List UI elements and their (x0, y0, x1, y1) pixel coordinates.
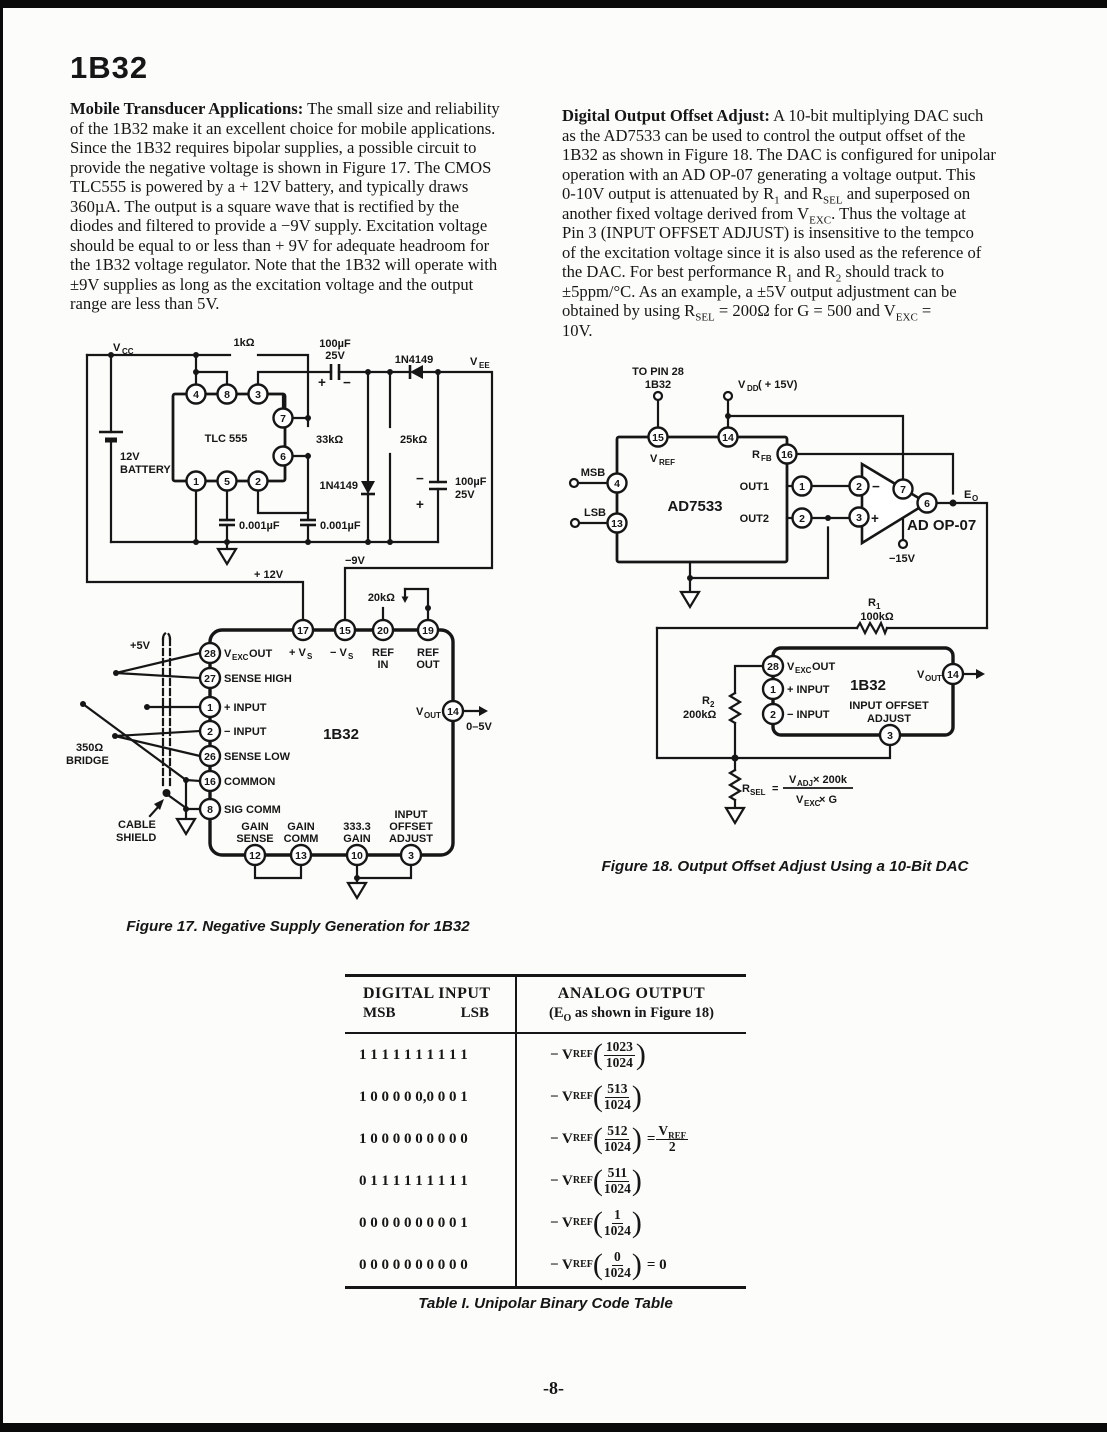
vee-label: V (470, 356, 478, 368)
svg-text:EXC: EXC (795, 666, 812, 675)
ref-out-label: REF (417, 647, 439, 659)
page-number: -8- (543, 1378, 564, 1398)
svg-text:OUT: OUT (925, 674, 942, 683)
diode-top-label: 1N4149 (394, 354, 434, 366)
vexc-out-label: V (224, 648, 232, 660)
svg-text:1: 1 (799, 481, 805, 493)
vexc-out-label: V (787, 661, 795, 673)
svg-text:2: 2 (770, 709, 776, 721)
svg-text:× 200k: × 200k (813, 774, 847, 786)
svg-text:20: 20 (377, 625, 389, 637)
svg-text:8: 8 (207, 804, 213, 816)
digital-input-value: 0 0 0 0 0 0 0 0 0 1 (345, 1202, 517, 1244)
junction-dots (80, 352, 441, 881)
sense-low-label: SENSE LOW (224, 751, 291, 763)
vout-label: V (416, 706, 424, 718)
formula-denominator: V (796, 794, 804, 806)
svg-text:OUT: OUT (424, 711, 441, 720)
vs-minus-label: − V (330, 647, 347, 659)
analog-output-value: − V REF ( $\frac{1023}{1024}$ ) (550, 1038, 646, 1071)
eo-label: E (964, 489, 972, 501)
diode-1n4149-bottom (361, 481, 375, 494)
vout-label: V (917, 669, 925, 681)
svg-text:OUT: OUT (812, 661, 836, 673)
cap-100uf-right (429, 482, 447, 489)
ad7533-label: AD7533 (667, 498, 723, 515)
battery-symbol (99, 432, 123, 440)
svg-text:SENSE: SENSE (236, 833, 274, 845)
plus-input-label: + INPUT (224, 702, 267, 714)
common-label: COMMON (224, 776, 276, 788)
sense-high-label: SENSE HIGH (224, 673, 292, 685)
r-25k-label: 25kΩ (400, 434, 428, 446)
minus-input-label: − INPUT (224, 726, 267, 738)
cap-001uf-left (219, 520, 235, 525)
svg-text:ADJUST: ADJUST (866, 713, 912, 725)
pot-20k-label: 20kΩ (367, 592, 395, 604)
svg-text:DD: DD (747, 384, 759, 393)
lsb-header: LSB (460, 1005, 489, 1021)
vout-arrow-icon (976, 669, 985, 679)
figure-17-schematic (58, 337, 528, 937)
svg-text:1: 1 (876, 602, 881, 611)
svg-text:OFFSET: OFFSET (389, 821, 433, 833)
table-row (345, 1118, 746, 1160)
svg-text:( + 15V): ( + 15V) (758, 379, 798, 391)
svg-text:+: + (416, 497, 424, 512)
svg-text:−: − (343, 375, 351, 390)
pot-wiper-arrow-icon (402, 597, 409, 604)
svg-text:ADJ: ADJ (797, 779, 814, 788)
out1-label: OUT1 (739, 481, 769, 493)
svg-text:200kΩ: 200kΩ (683, 709, 717, 721)
ground-icon (726, 808, 744, 823)
digital-input-value: 0 1 1 1 1 1 1 1 1 1 (345, 1160, 517, 1202)
svg-text:+: + (318, 375, 326, 390)
svg-text:7: 7 (900, 484, 906, 496)
msb-header: MSB (363, 1005, 396, 1021)
table-header (345, 977, 746, 1034)
svg-text:ADJUST: ADJUST (388, 833, 434, 845)
svg-text:CC: CC (122, 347, 134, 356)
table-row (345, 1244, 746, 1286)
svg-text:14: 14 (947, 669, 959, 681)
svg-text:1: 1 (193, 476, 199, 488)
svg-text:2: 2 (799, 513, 805, 525)
gain-sense-label: GAIN (241, 821, 269, 833)
svg-text:26: 26 (204, 751, 216, 763)
plus-input-label: + INPUT (787, 684, 830, 696)
minus-input-label: − INPUT (787, 709, 830, 721)
svg-text:OUT: OUT (416, 659, 440, 671)
out2-label: OUT2 (739, 513, 769, 525)
svg-text:19: 19 (422, 625, 434, 637)
plus5v-label: +5V (130, 640, 150, 652)
vs-plus-label: + V (289, 647, 306, 659)
svg-text:14: 14 (447, 706, 459, 718)
digital-input-value: 1 0 0 0 0 0 0 0 0 0 (345, 1118, 517, 1160)
svg-text:2: 2 (710, 700, 715, 709)
svg-text:BRIDGE: BRIDGE (66, 755, 109, 767)
input-offset-label: INPUT OFFSET (849, 700, 929, 712)
figure17-caption: Figure 17. Negative Supply Generation for 1B32 (126, 918, 470, 935)
svg-text:IN: IN (377, 659, 389, 671)
svg-text:27: 27 (204, 673, 216, 685)
table-row (345, 1202, 746, 1244)
battery-label: 12V (120, 451, 140, 463)
svg-text:SHIELD: SHIELD (116, 832, 157, 844)
svg-text:8: 8 (224, 389, 230, 401)
input-offset-adjust-label: INPUT (394, 809, 428, 821)
pos12v-label: + 12V (254, 569, 284, 581)
svg-text:4: 4 (614, 478, 620, 490)
paragraph-digital-offset: Digital Output Offset Adjust: A 10-bit multiplying DAC such as the AD7533 can be used to control the output offset of the 1B32 as shown in Figure 18. The DAC is configured for unipolar operation with an AD OP-07 generating a voltage output. This 0-10V output is attenuated by $R_1$ and $R_{SEL}$ and superposed on another fixed voltage derived from $V_{EXC}$. Thus the voltage at Pin 3 (INPUT OFFSET ADJUST) is insensitive to the tempco of the excitation voltage since it is also used as the reference of the DAC. For best performance $R_1$ and $R_2$ should track to ±5ppm/°C. As an example, a ±5V output adjustment can be obtained by using $R_{SEL} = 200\Omega$ for G = 500 and $V_{EXC}$ = 10V. (562, 106, 996, 340)
svg-text:28: 28 (204, 648, 216, 660)
gain-comm-label: GAIN (287, 821, 315, 833)
svg-text:100kΩ: 100kΩ (860, 611, 894, 623)
adop07-label: AD OP-07 (907, 517, 977, 534)
analog-output-subheader: ($E_O$ as shown in Figure 18) (548, 1005, 715, 1024)
r-1k-label: 1kΩ (233, 337, 255, 349)
svg-text:OUT: OUT (249, 648, 273, 660)
svg-text:1B32: 1B32 (644, 379, 672, 391)
table-row (345, 1034, 746, 1076)
table-row (345, 1160, 746, 1202)
r2-label: R (702, 695, 710, 707)
svg-text:14: 14 (722, 432, 734, 444)
cap-001-left-label: 0.001µF (239, 520, 280, 532)
lsb-label: LSB (584, 507, 606, 519)
chip-1b32-label: 1B32 (323, 726, 359, 743)
range-label: 0–5V (466, 721, 492, 733)
to-pin28-label: TO PIN 28 (632, 366, 684, 378)
cable-shield-terminal (163, 789, 171, 797)
ground-icon (348, 883, 366, 898)
digital-input-header: DIGITAL INPUT (363, 985, 491, 1002)
svg-text:S: S (307, 652, 313, 661)
digital-input-value: 0 0 0 0 0 0 0 0 0 0 (345, 1244, 517, 1286)
scan-edge-bottom (0, 1423, 1107, 1432)
ground-icon (218, 549, 236, 564)
scan-edge-top (0, 0, 1107, 8)
svg-text:6: 6 (924, 498, 930, 510)
svg-text:O: O (972, 494, 979, 503)
svg-text:25V: 25V (325, 350, 345, 362)
figure18-caption: Figure 18. Output Offset Adjust Using a 10-Bit DAC (601, 858, 969, 875)
neg9v-label: −9V (345, 555, 365, 567)
vref-label: V (650, 453, 658, 465)
ground-icon (681, 592, 699, 607)
svg-text:−: − (416, 471, 424, 486)
svg-text:EXC: EXC (232, 653, 249, 662)
vcc-label: V (113, 342, 121, 354)
table-caption: Table I. Unipolar Binary Code Table (418, 1295, 673, 1312)
svg-text:BATTERY: BATTERY (120, 464, 171, 476)
scan-edge-left (0, 0, 3, 1432)
svg-text:3: 3 (856, 512, 862, 524)
analog-output-value: − V REF ( $\frac{513}{1024}$ ) (550, 1080, 642, 1113)
cap-100uf-top (331, 364, 339, 380)
r1-label: R (868, 597, 876, 609)
diode-bottom-label: 1N4149 (319, 480, 358, 492)
digital-input-value: 1 1 1 1 1 1 1 1 1 1 (345, 1034, 517, 1076)
svg-text:2: 2 (255, 476, 261, 488)
svg-text:15: 15 (652, 432, 664, 444)
svg-text:1: 1 (770, 684, 776, 696)
svg-text:13: 13 (611, 518, 623, 530)
svg-text:EXC: EXC (804, 799, 821, 808)
analog-output-value: − V REF ( $\frac{511}{1024}$ ) (550, 1164, 642, 1197)
svg-text:16: 16 (204, 776, 216, 788)
unipolar-binary-code-table (345, 974, 746, 1289)
svg-text:3: 3 (408, 850, 414, 862)
cap-001-right-label: 0.001µF (320, 520, 361, 532)
svg-text:13: 13 (295, 850, 307, 862)
svg-text:5: 5 (224, 476, 230, 488)
svg-text:EE: EE (479, 361, 490, 370)
chip-1b32-label: 1B32 (850, 677, 886, 694)
gain-333-label: 333.3 (343, 821, 371, 833)
rsel-label: R (742, 783, 750, 795)
diode-1n4149-top (410, 365, 423, 379)
svg-text:1: 1 (207, 702, 213, 714)
paragraph-mobile-transducer: Mobile Transducer Applications: The small size and reliability of the 1B32 make it an excellent choice for mobile applications. Since the 1B32 requires bipolar supplies, a possible circuit to provide the negative voltage is shown in Figure 17. The CMOS TLC555 is powered by a + 12V battery, and typically draws 360µA. The output is a square wave that is rectified by the diodes and filtered to provide a −9V supply. Excitation voltage should be equal to or less than + 9V for adequate headroom for the 1B32 voltage regulator. Note that the 1B32 will operate with ±9V supplies as long as the excitation voltage and the output range are less than 5V. (70, 99, 500, 313)
sig-comm-label: SIG COMM (224, 804, 281, 816)
cap-001uf-right (300, 520, 316, 525)
r-33k-label: 33kΩ (316, 434, 344, 446)
table-row (345, 1076, 746, 1118)
page-title: 1B32 (70, 50, 149, 85)
svg-text:2: 2 (856, 481, 862, 493)
svg-text:SEL: SEL (750, 788, 766, 797)
analog-output-value: − V REF ( $\frac{1}{1024}$ ) (550, 1206, 642, 1239)
svg-text:10: 10 (351, 850, 363, 862)
msb-label: MSB (580, 467, 606, 479)
svg-text:28: 28 (767, 661, 779, 673)
svg-text:6: 6 (280, 451, 286, 463)
svg-text:FB: FB (761, 454, 772, 463)
rfb-label: R (752, 449, 760, 461)
opamp-minus: − (872, 479, 880, 494)
cap-100uf-right-label: 100µF (455, 476, 487, 488)
svg-text:7: 7 (280, 413, 286, 425)
opamp-plus: + (871, 511, 879, 526)
vout-arrow-icon (479, 706, 488, 716)
formula-numerator: V (789, 774, 797, 786)
cable-shield-label: CABLE (118, 819, 156, 831)
svg-text:COMM: COMM (283, 833, 319, 845)
svg-text:REF: REF (659, 458, 675, 467)
svg-text:4: 4 (193, 389, 199, 401)
svg-text:3: 3 (887, 730, 893, 742)
analog-output-value: − V REF ( $\frac{0}{1024}$ ) = 0 (550, 1248, 667, 1281)
svg-text:3: 3 (255, 389, 261, 401)
tlc555-label: TLC 555 (204, 433, 248, 445)
neg15v-label: −15V (889, 553, 915, 565)
svg-text:15: 15 (339, 625, 351, 637)
analog-output-value: − V REF ( $\frac{512}{1024}$ ) = $\frac{V_{REF}}{2}$ (550, 1122, 687, 1155)
svg-text:2: 2 (207, 726, 213, 738)
cap-100uf-top-label: 100µF (319, 338, 351, 350)
analog-output-header: ANALOG OUTPUT (557, 985, 706, 1002)
bridge-label: 350Ω (76, 742, 104, 754)
svg-text:16: 16 (781, 449, 793, 461)
svg-text:=: = (772, 783, 779, 795)
svg-text:12: 12 (249, 850, 261, 862)
svg-text:× G: × G (819, 794, 838, 806)
svg-text:GAIN: GAIN (343, 833, 371, 845)
svg-text:17: 17 (297, 625, 309, 637)
svg-text:25V: 25V (455, 489, 475, 501)
ref-in-label: REF (372, 647, 394, 659)
fig18-pins (608, 428, 964, 746)
digital-input-value: 1 0 0 0 0 0,0 0 0 1 (345, 1076, 517, 1118)
svg-text:S: S (348, 652, 354, 661)
figure-18-schematic (555, 350, 1065, 880)
vdd-label: V (738, 379, 746, 391)
ground-icon (177, 819, 195, 834)
